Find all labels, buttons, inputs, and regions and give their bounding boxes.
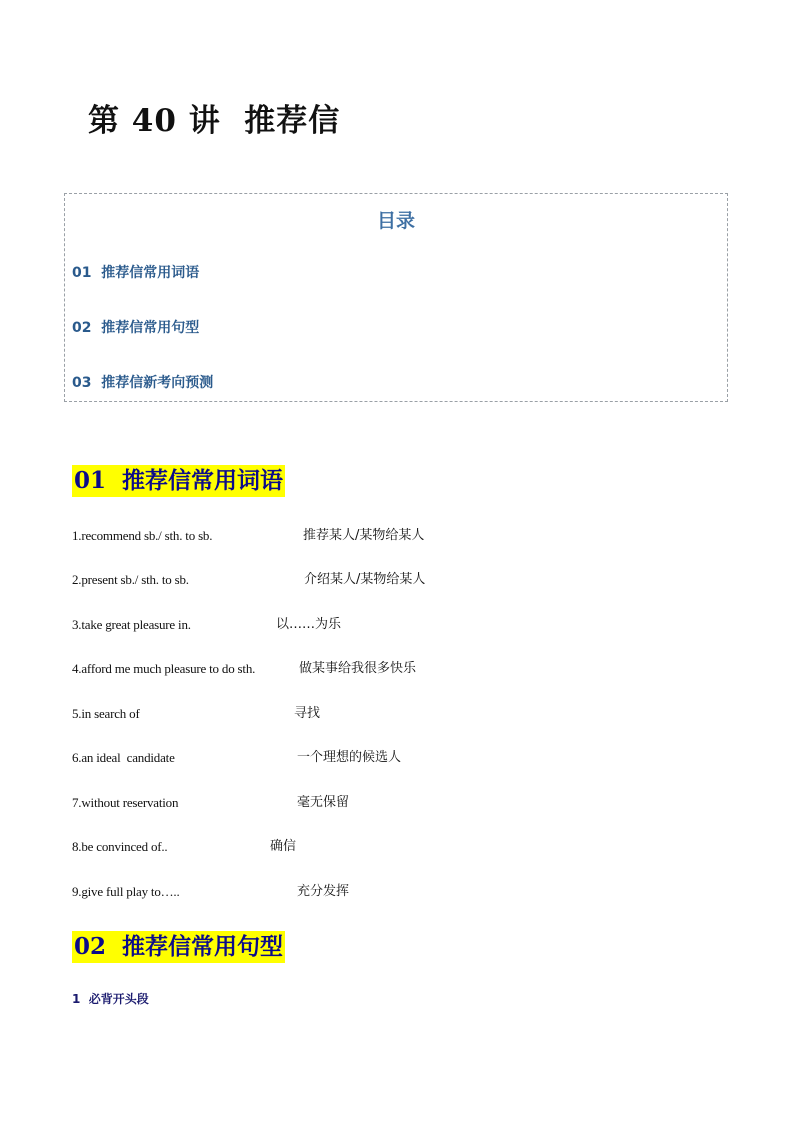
vocab-entry (72, 526, 752, 546)
vocab-entry (72, 570, 752, 590)
toc-heading: 目录 (376, 210, 415, 232)
page-title: 第 40 讲 推荐信 (88, 103, 341, 139)
vocab-entry (72, 793, 752, 813)
table-of-contents (64, 193, 728, 402)
vocab-meaning: 毫无保留 (297, 795, 350, 810)
vocab-entry (72, 748, 752, 768)
vocab-meaning: 一个理想的候选人 (297, 750, 402, 765)
vocab-phrase: 8.be convinced of.. (72, 839, 168, 854)
vocab-meaning: 介绍某人/某物给某人 (304, 572, 426, 587)
vocab-phrase: 1.recommend sb./ sth. to sb. (72, 528, 213, 543)
toc-link-03[interactable]: 03 推荐信新考向预测 (72, 375, 214, 391)
vocab-entry (72, 882, 752, 902)
toc-link-02[interactable]: 02 推荐信常用句型 (72, 320, 200, 336)
vocab-meaning: 确信 (270, 839, 297, 854)
vocab-phrase: 6.an ideal candidate (72, 750, 175, 765)
subsection-heading: 1 必背开头段 (72, 992, 149, 1006)
vocab-meaning: 充分发挥 (297, 884, 350, 899)
section-heading-02: 02 推荐信常用句型 (72, 931, 285, 963)
vocab-meaning: 以……为乐 (276, 617, 342, 632)
vocab-phrase: 7.without reservation (72, 795, 179, 810)
vocab-phrase: 5.in search of (72, 706, 140, 721)
vocab-phrase: 4.afford me much pleasure to do sth. (72, 661, 256, 676)
vocab-phrase: 3.take great pleasure in. (72, 617, 191, 632)
vocab-meaning: 做某事给我很多快乐 (299, 661, 417, 676)
vocab-meaning: 推荐某人/某物给某人 (303, 528, 425, 543)
section-heading-01: 01 推荐信常用词语 (72, 465, 285, 497)
vocab-phrase: 9.give full play to….. (72, 884, 180, 899)
vocab-entry (72, 615, 752, 635)
vocab-entry (72, 837, 752, 857)
toc-link-01[interactable]: 01 推荐信常用词语 (72, 265, 200, 281)
vocab-entry (72, 704, 752, 724)
vocab-phrase: 2.present sb./ sth. to sb. (72, 572, 189, 587)
vocab-entry (72, 659, 752, 679)
vocab-meaning: 寻找 (294, 706, 321, 721)
